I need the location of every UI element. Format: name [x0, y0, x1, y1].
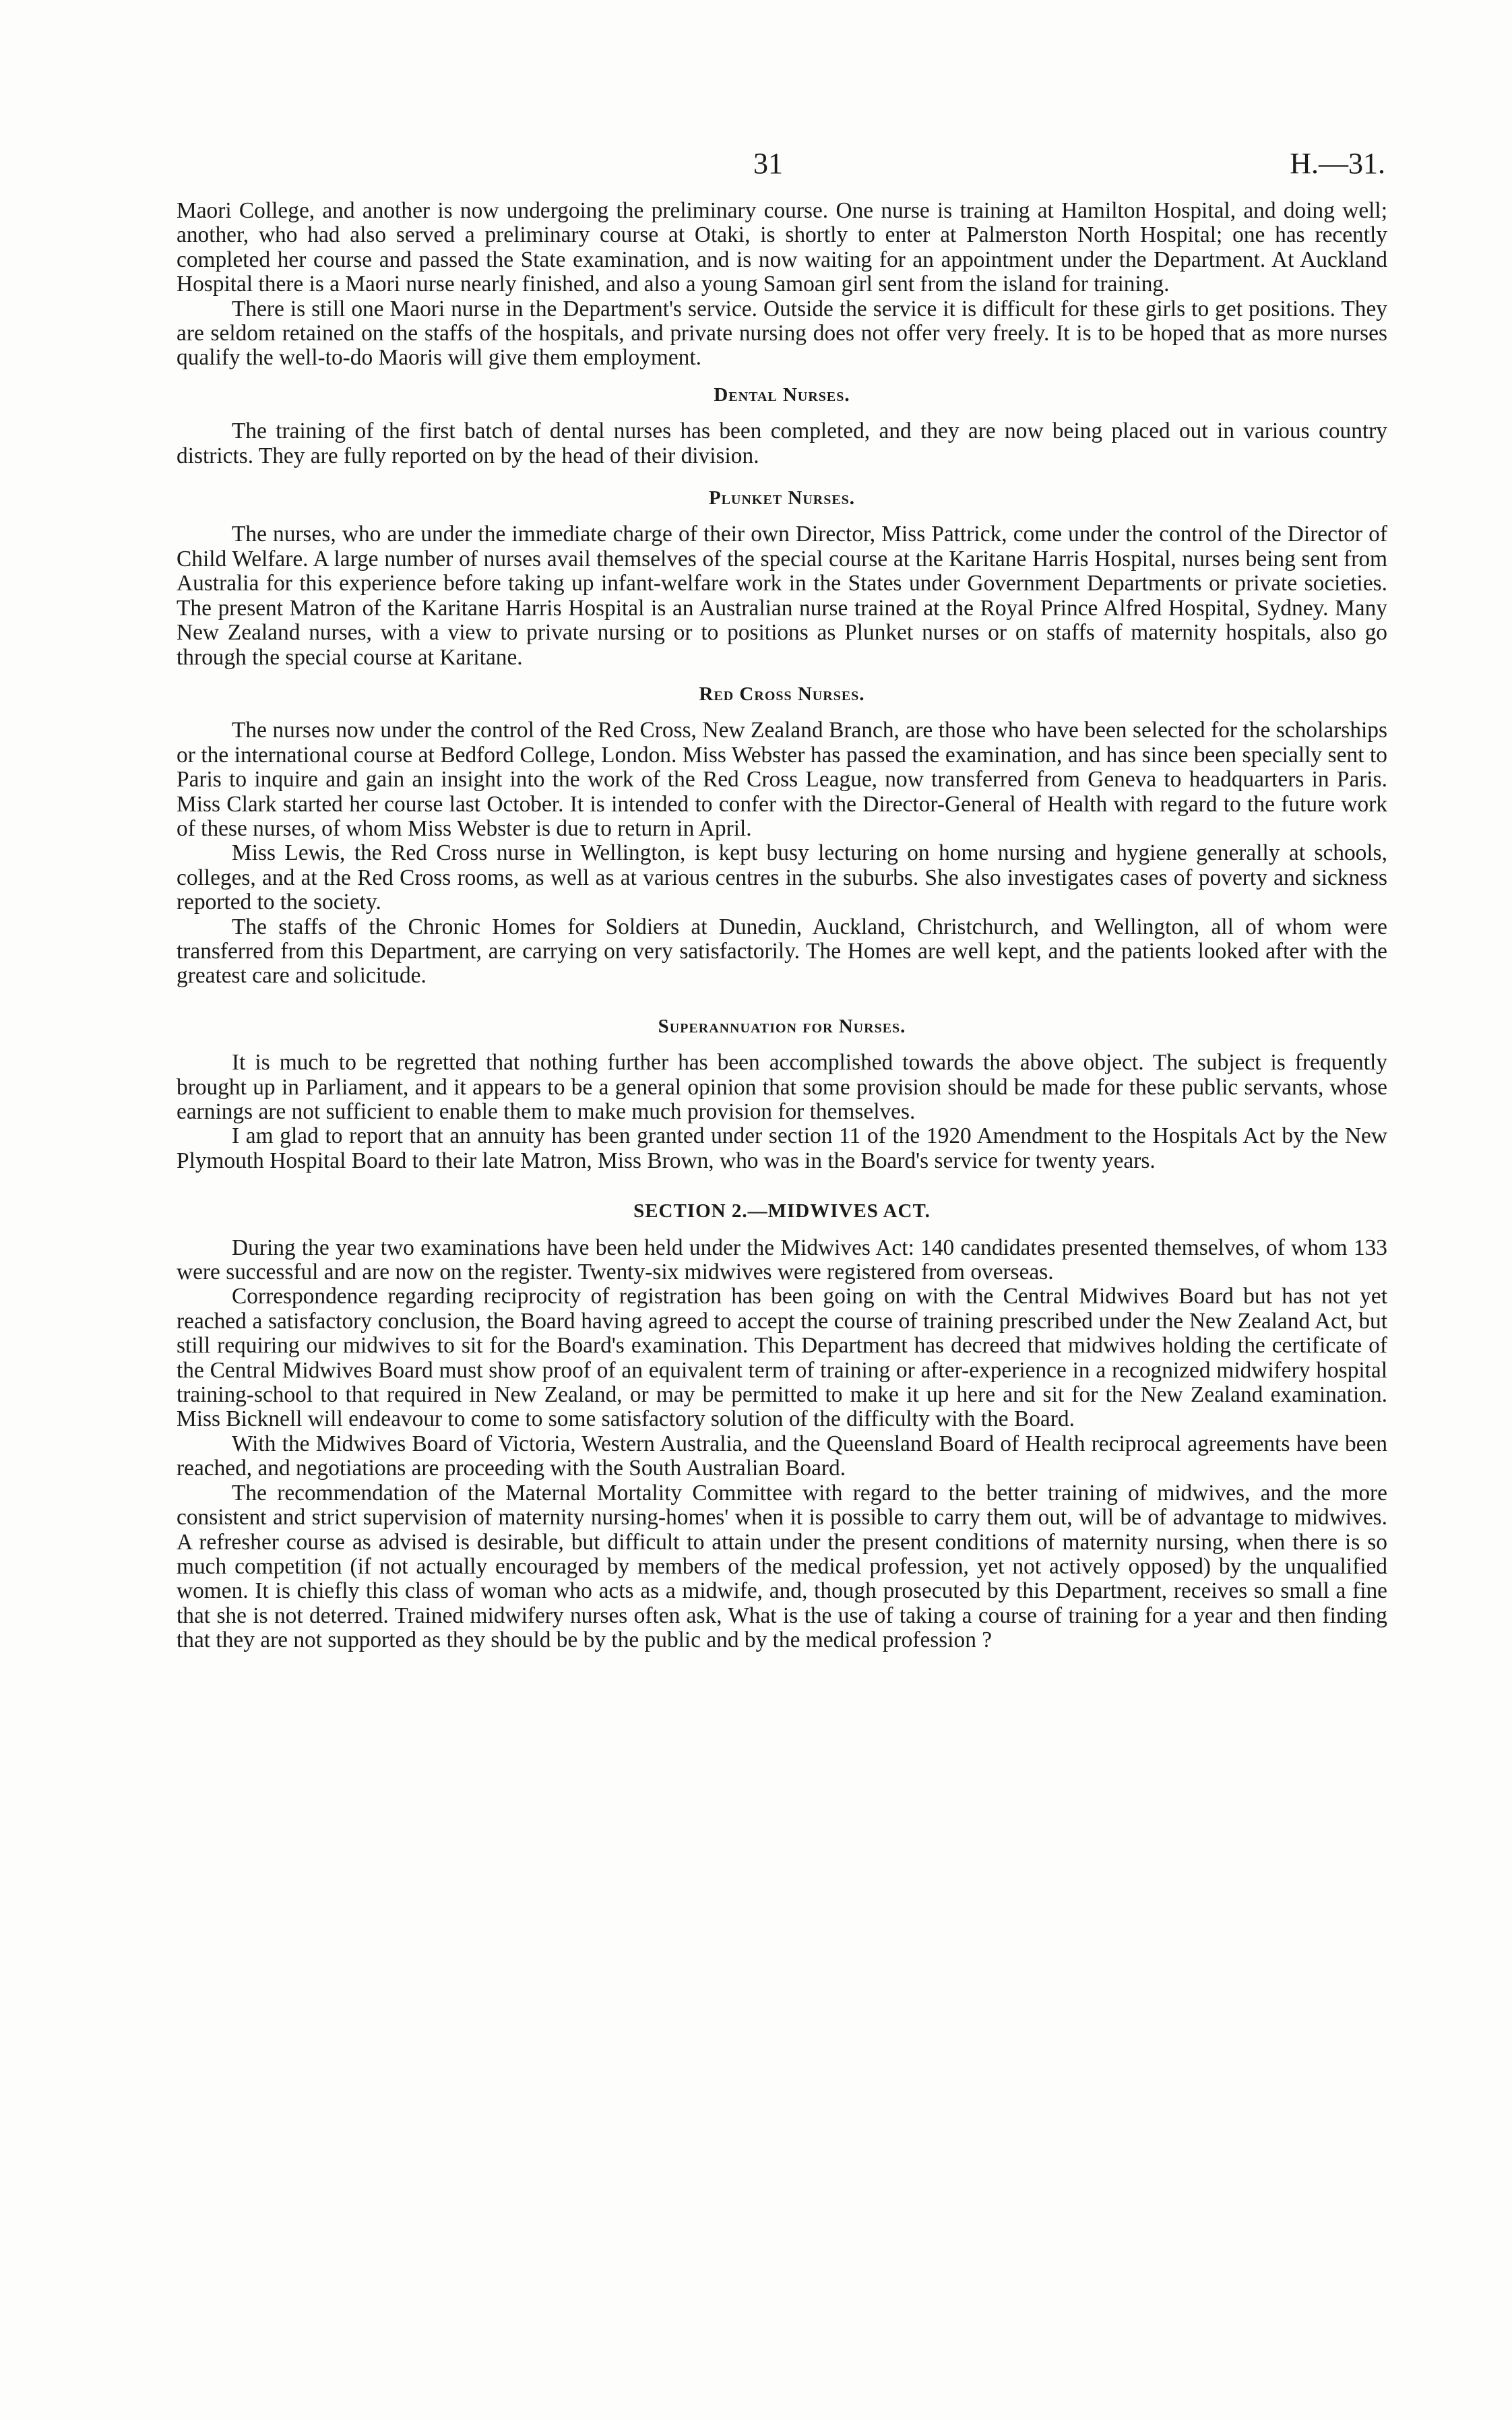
- paragraph: Correspondence regarding reciprocity of registration has been going on with the Central Midwives Board but has not yet reached a satisfactory conclusion, the Board having agreed to accept the course of training prescribed under the New Zealand Act, but still requiring our midwives to sit for the Board's examination. This Department has decreed that midwives holding the certificate of the Central Midwives Board must show proof of an equivalent term of training or after-experience in a recognized midwifery hospital training-school to that required in New Zealand, or may be permitted to make it up here and sit for the New Zealand examination. Miss Bicknell will endeavour to come to some satisfactory solution of the difficulty with the Board.: [177, 1284, 1387, 1432]
- paragraph: Maori College, and another is now undergoing the preliminary course. One nurse is training at Hamilton Hospital, and doing well; another, who had also served a preliminary course at Otaki, is shortly to enter at Palmerston North Hospital; one has recently completed her course and passed the State examination, and is now waiting for an appointment under the Department. At Auckland Hospital there is a Maori nurse nearly finished, and also a young Samoan girl sent from the island for training.: [177, 198, 1387, 297]
- paragraph: I am glad to report that an annuity has been granted under section 11 of the 1920 Amendment to the Hospitals Act by the New Plymouth Hospital Board to their late Matron, Miss Brown, who was in the Board's service for twenty years.: [177, 1123, 1387, 1173]
- paragraph: Miss Lewis, the Red Cross nurse in Wellington, is kept busy lecturing on home nursing and hygiene generally at schools, colleges, and at the Red Cross rooms, as well as at various centres in the suburbs. She also investigates cases of poverty and sickness reported to the society.: [177, 840, 1387, 915]
- document-reference: H.—31.: [1290, 147, 1385, 180]
- paragraph: The nurses, who are under the immediate charge of their own Director, Miss Pattrick, come under the control of the Director of Child Welfare. A large number of nurses avail themselves of the special course at the Karitane Harris Hospital, nurses being sent from Australia for this experience before taking up infant-welfare work in the States under Government Departments or private societies. The present Matron of the Karitane Harris Hospital is an Australian nurse trained at the Royal Prince Alfred Hospital, Sydney. Many New Zealand nurses, with a view to private nursing or to positions as Plunket nurses or on staffs of maternity hospitals, also go through the special course at Karitane.: [177, 522, 1387, 670]
- paragraph: It is much to be regretted that nothing further has been accomplished towards the above object. The subject is frequently brought up in Parliament, and it appears to be a general opinion that some provision should be made for these public servants, whose earnings are not sufficient to enable them to make much provision for themselves.: [177, 1050, 1387, 1124]
- heading-plunket-nurses: Plunket Nurses.: [708, 487, 856, 509]
- paragraph: The recommendation of the Maternal Mortality Committee with regard to the better training of midwives, and the more consistent and strict supervision of maternity nursing-homes' when it is possible to carry them out, will be of advantage to midwives. A refresher course as advised is desirable, but difficult to attain under the present conditions of maternity nursing, when there is so much competition (if not actually encouraged by members of the medical profession, yet not actively opposed) by the unqualified women. It is chiefly this class of woman who acts as a midwife, and, though prosecuted by this Department, receives so small a fine that she is not deterred. Trained midwifery nurses often ask, What is the use of taking a course of training for a year and then finding that they are not supported as they should be by the public and by the medical profession ?: [177, 1480, 1387, 1653]
- paragraph: The training of the first batch of dental nurses has been completed, and they are now being placed out in various country districts. They are fully reported on by the head of their division.: [177, 418, 1387, 468]
- paragraph: The staffs of the Chronic Homes for Soldiers at Dunedin, Auckland, Christchurch, and Wellington, all of whom were transferred from this Department, are carrying on very satisfactorily. The Homes are well kept, and the patients looked after with the greatest care and solicitude.: [177, 914, 1387, 989]
- heading-section-2-midwives-act: SECTION 2.—MIDWIVES ACT.: [633, 1200, 931, 1222]
- heading-superannuation: Superannuation for Nurses.: [658, 1015, 906, 1037]
- paragraph: With the Midwives Board of Victoria, Western Australia, and the Queensland Board of Health reciprocal agreements have been reached, and negotiations are proceeding with the South Australian Board.: [177, 1431, 1387, 1481]
- page-header: [0, 144, 1512, 184]
- paragraph: During the year two examinations have been held under the Midwives Act: 140 candidates presented themselves, of whom 133 were successful and are now on the register. Twenty-six midwives were registered from overseas.: [177, 1235, 1387, 1285]
- paragraph: There is still one Maori nurse in the Department's service. Outside the service it is difficult for these girls to get positions. They are seldom retained on the staffs of the hospitals, and private nursing does not offer very freely. It is to be hoped that as more nurses qualify the well-to-do Maoris will give them employment.: [177, 296, 1387, 371]
- heading-dental-nurses: Dental Nurses.: [714, 383, 850, 406]
- page-number: 31: [753, 147, 783, 180]
- body-text: [177, 199, 1387, 1653]
- paragraph: The nurses now under the control of the Red Cross, New Zealand Branch, are those who have been selected for the scholarships or the international course at Bedford College, London. Miss Webster has passed the examination, and has since been specially sent to Paris to inquire and gain an insight into the work of the Red Cross League, now transferred from Geneva to headquarters in Paris. Miss Clark started her course last October. It is intended to confer with the Director-General of Health with regard to the future work of these nurses, of whom Miss Webster is due to return in April.: [177, 718, 1387, 841]
- heading-red-cross-nurses: Red Cross Nurses.: [699, 683, 865, 705]
